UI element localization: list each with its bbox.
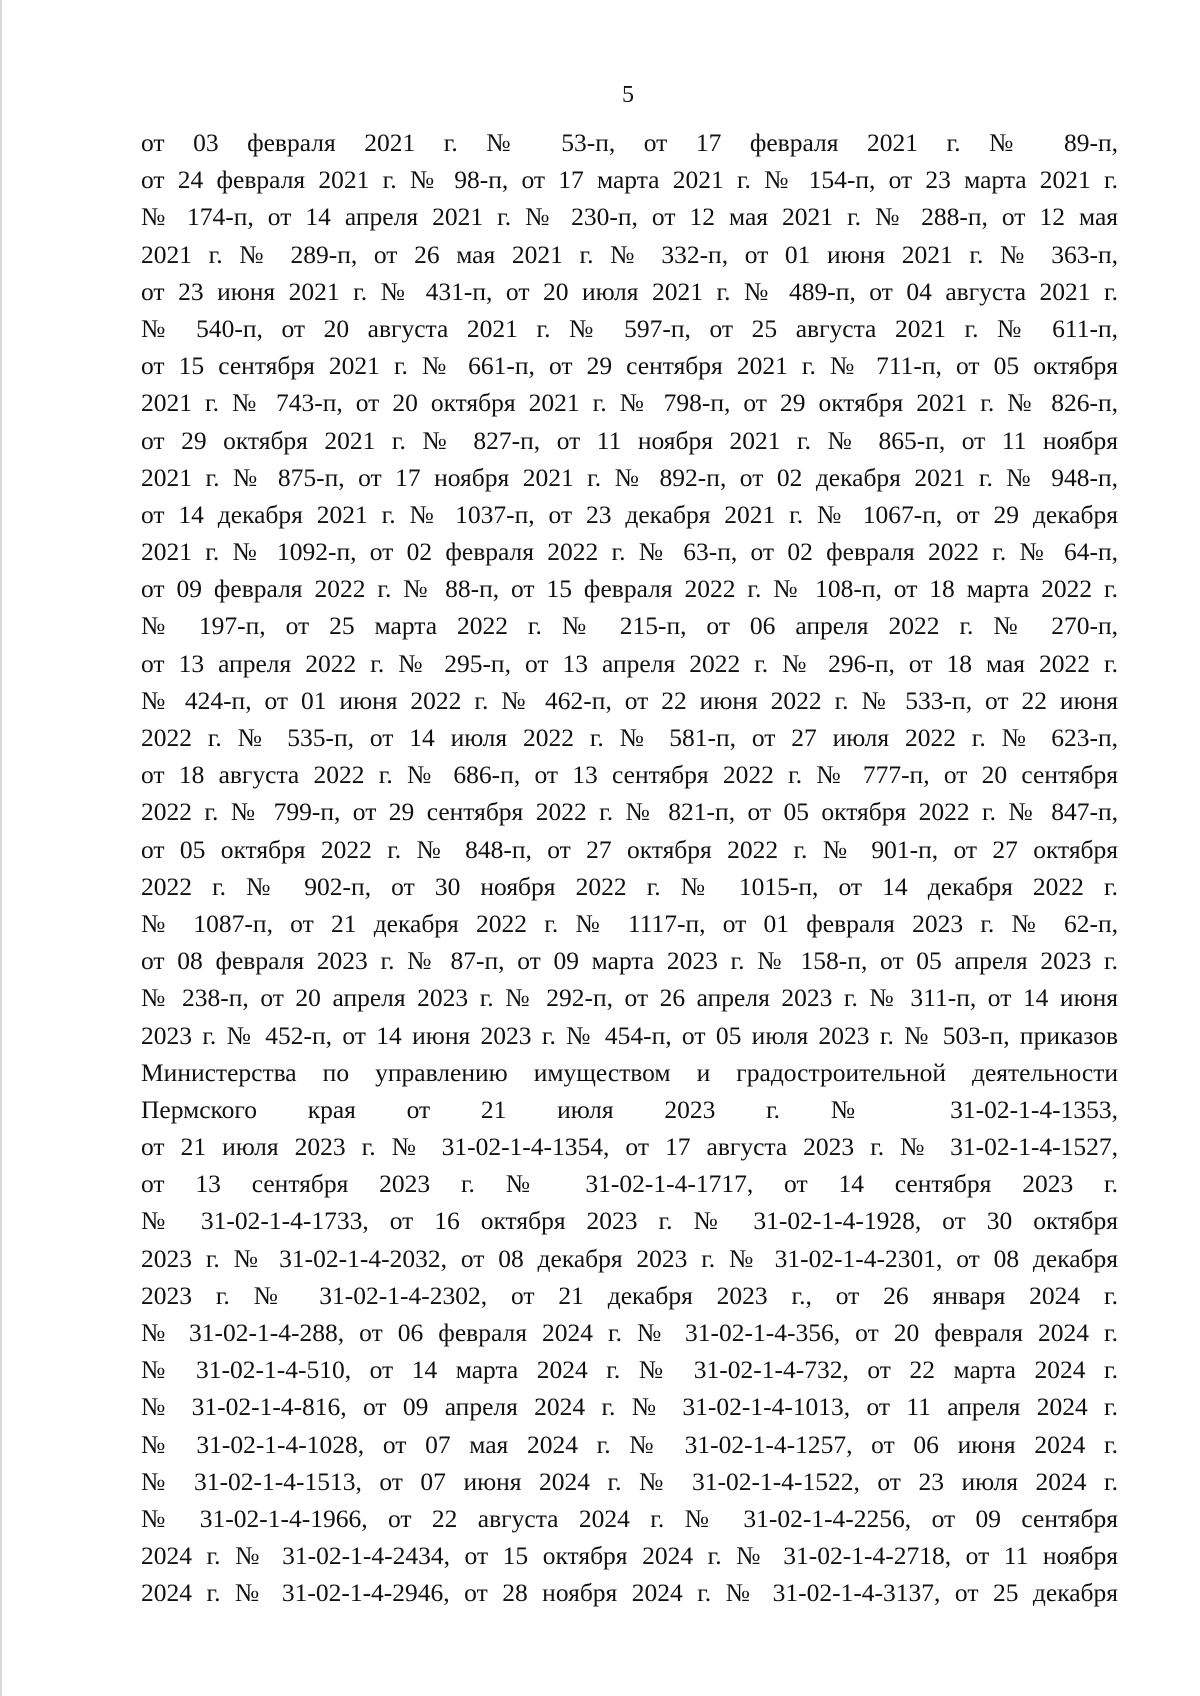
text-line: Министерства по управлению имуществом и градостроительной деятельности <box>141 1057 1118 1087</box>
text-line: № 31-02-1-4-288, от 06 февраля 2024 г. № 31-02-1-4-356, от 20 февраля 2024 г. <box>141 1318 1118 1347</box>
text-line: № 1087-п, от 21 декабря 2022 г. № 1117-п, от 01 февраля 2023 г. № 62-п, <box>141 908 1118 938</box>
text-line: № 540-п, от 20 августа 2021 г. № 597-п, от 25 августа 2021 г. № 611-п, <box>141 313 1118 343</box>
text-line: 2022 г. № 799-п, от 29 сентября 2022 г. № 821-п, от 05 октября 2022 г. № 847-п, <box>141 797 1118 827</box>
text-line: 2024 г. № 31-02-1-4-2434, от 15 октября 2024 г. № 31-02-1-4-2718, от 11 ноября <box>141 1541 1118 1571</box>
page-number: 5 <box>622 82 634 108</box>
text-line: № 31-02-1-4-1028, от 07 мая 2024 г. № 31-02-1-4-1257, от 06 июня 2024 г. <box>141 1429 1118 1459</box>
scan-edge-shadow <box>0 0 2 1696</box>
text-line: № 197-п, от 25 марта 2022 г. № 215-п, от 06 апреля 2022 г. № 270-п, <box>141 611 1118 641</box>
text-line: от 08 февраля 2023 г. № 87-п, от 09 марта 2023 г. № 158-п, от 05 апреля 2023 г. <box>141 946 1118 976</box>
text-line: № 31-02-1-4-1966, от 22 августа 2024 г. № 31-02-1-4-2256, от 09 сентября <box>141 1503 1118 1533</box>
text-line: 2022 г. № 535-п, от 14 июля 2022 г. № 581-п, от 27 июля 2022 г. № 623-п, <box>141 723 1118 752</box>
text-line: 2023 г. № 452-п, от 14 июня 2023 г. № 454-п, от 05 июля 2023 г. № 503-п, приказов <box>141 1020 1118 1050</box>
text-line: от 21 июля 2023 г. № 31-02-1-4-1354, от 17 августа 2023 г. № 31-02-1-4-1527, <box>141 1132 1118 1162</box>
text-line: № 238-п, от 20 апреля 2023 г. № 292-п, от 26 апреля 2023 г. № 311-п, от 14 июня <box>141 983 1118 1013</box>
text-line: № 31-02-1-4-1513, от 07 июня 2024 г. № 31-02-1-4-1522, от 23 июля 2024 г. <box>141 1466 1118 1496</box>
text-line: от 03 февраля 2021 г. № 53-п, от 17 февраля 2021 г. № 89-п, <box>141 128 1118 157</box>
text-line: 2021 г. № 743-п, от 20 октября 2021 г. № 798-п, от 29 октября 2021 г. № 826-п, <box>141 388 1118 418</box>
body-text <box>141 124 1118 1612</box>
text-line: от 05 октября 2022 г. № 848-п, от 27 октября 2022 г. № 901-п, от 27 октября <box>141 834 1118 864</box>
text-line: от 24 февраля 2021 г. № 98-п, от 17 марта 2021 г. № 154-п, от 23 марта 2021 г. <box>141 165 1118 195</box>
text-line: от 18 августа 2022 г. № 686-п, от 13 сентября 2022 г. № 777-п, от 20 сентября <box>141 760 1118 790</box>
text-line: от 09 февраля 2022 г. № 88-п, от 15 февраля 2022 г. № 108-п, от 18 марта 2022 г. <box>141 574 1118 604</box>
text-line: 2023 г. № 31-02-1-4-2302, от 21 декабря 2023 г., от 26 января 2024 г. <box>141 1280 1118 1310</box>
text-line: 2021 г. № 289-п, от 26 мая 2021 г. № 332-п, от 01 июня 2021 г. № 363-п, <box>141 239 1118 269</box>
text-line: 2023 г. № 31-02-1-4-2032, от 08 декабря 2023 г. № 31-02-1-4-2301, от 08 декабря <box>141 1243 1118 1273</box>
text-line: 2021 г. № 1092-п, от 02 февраля 2022 г. № 63-п, от 02 февраля 2022 г. № 64-п, <box>141 537 1118 567</box>
text-line: Пермского края от 21 июля 2023 г. № 31-02-1-4-1353, <box>141 1094 1118 1124</box>
text-line: 2021 г. № 875-п, от 17 ноября 2021 г. № 892-п, от 02 декабря 2021 г. № 948-п, <box>141 462 1118 492</box>
text-line: 2024 г. № 31-02-1-4-2946, от 28 ноября 2024 г. № 31-02-1-4-3137, от 25 декабря <box>141 1578 1118 1608</box>
text-line: от 29 октября 2021 г. № 827-п, от 11 ноября 2021 г. № 865-п, от 11 ноября <box>141 425 1118 455</box>
text-line: № 31-02-1-4-510, от 14 марта 2024 г. № 31-02-1-4-732, от 22 марта 2024 г. <box>141 1355 1118 1385</box>
text-line: № 174-п, от 14 апреля 2021 г. № 230-п, от 12 мая 2021 г. № 288-п, от 12 мая <box>141 202 1118 232</box>
text-line: от 14 декабря 2021 г. № 1037-п, от 23 декабря 2021 г. № 1067-п, от 29 декабря <box>141 499 1118 529</box>
text-line: № 31-02-1-4-816, от 09 апреля 2024 г. № 31-02-1-4-1013, от 11 апреля 2024 г. <box>141 1392 1118 1422</box>
text-line: от 13 сентября 2023 г. № 31-02-1-4-1717, от 14 сентября 2023 г. <box>141 1169 1118 1199</box>
text-line: № 31-02-1-4-1733, от 16 октября 2023 г. № 31-02-1-4-1928, от 30 октября <box>141 1206 1118 1236</box>
text-line: № 424-п, от 01 июня 2022 г. № 462-п, от 22 июня 2022 г. № 533-п, от 22 июня <box>141 685 1118 715</box>
text-line: от 23 июня 2021 г. № 431-п, от 20 июля 2021 г. № 489-п, от 04 августа 2021 г. <box>141 276 1118 306</box>
text-line: от 13 апреля 2022 г. № 295-п, от 13 апреля 2022 г. № 296-п, от 18 мая 2022 г. <box>141 648 1118 678</box>
text-line: 2022 г. № 902-п, от 30 ноября 2022 г. № 1015-п, от 14 декабря 2022 г. <box>141 871 1118 901</box>
text-line: от 15 сентября 2021 г. № 661-п, от 29 сентября 2021 г. № 711-п, от 05 октября <box>141 351 1118 381</box>
